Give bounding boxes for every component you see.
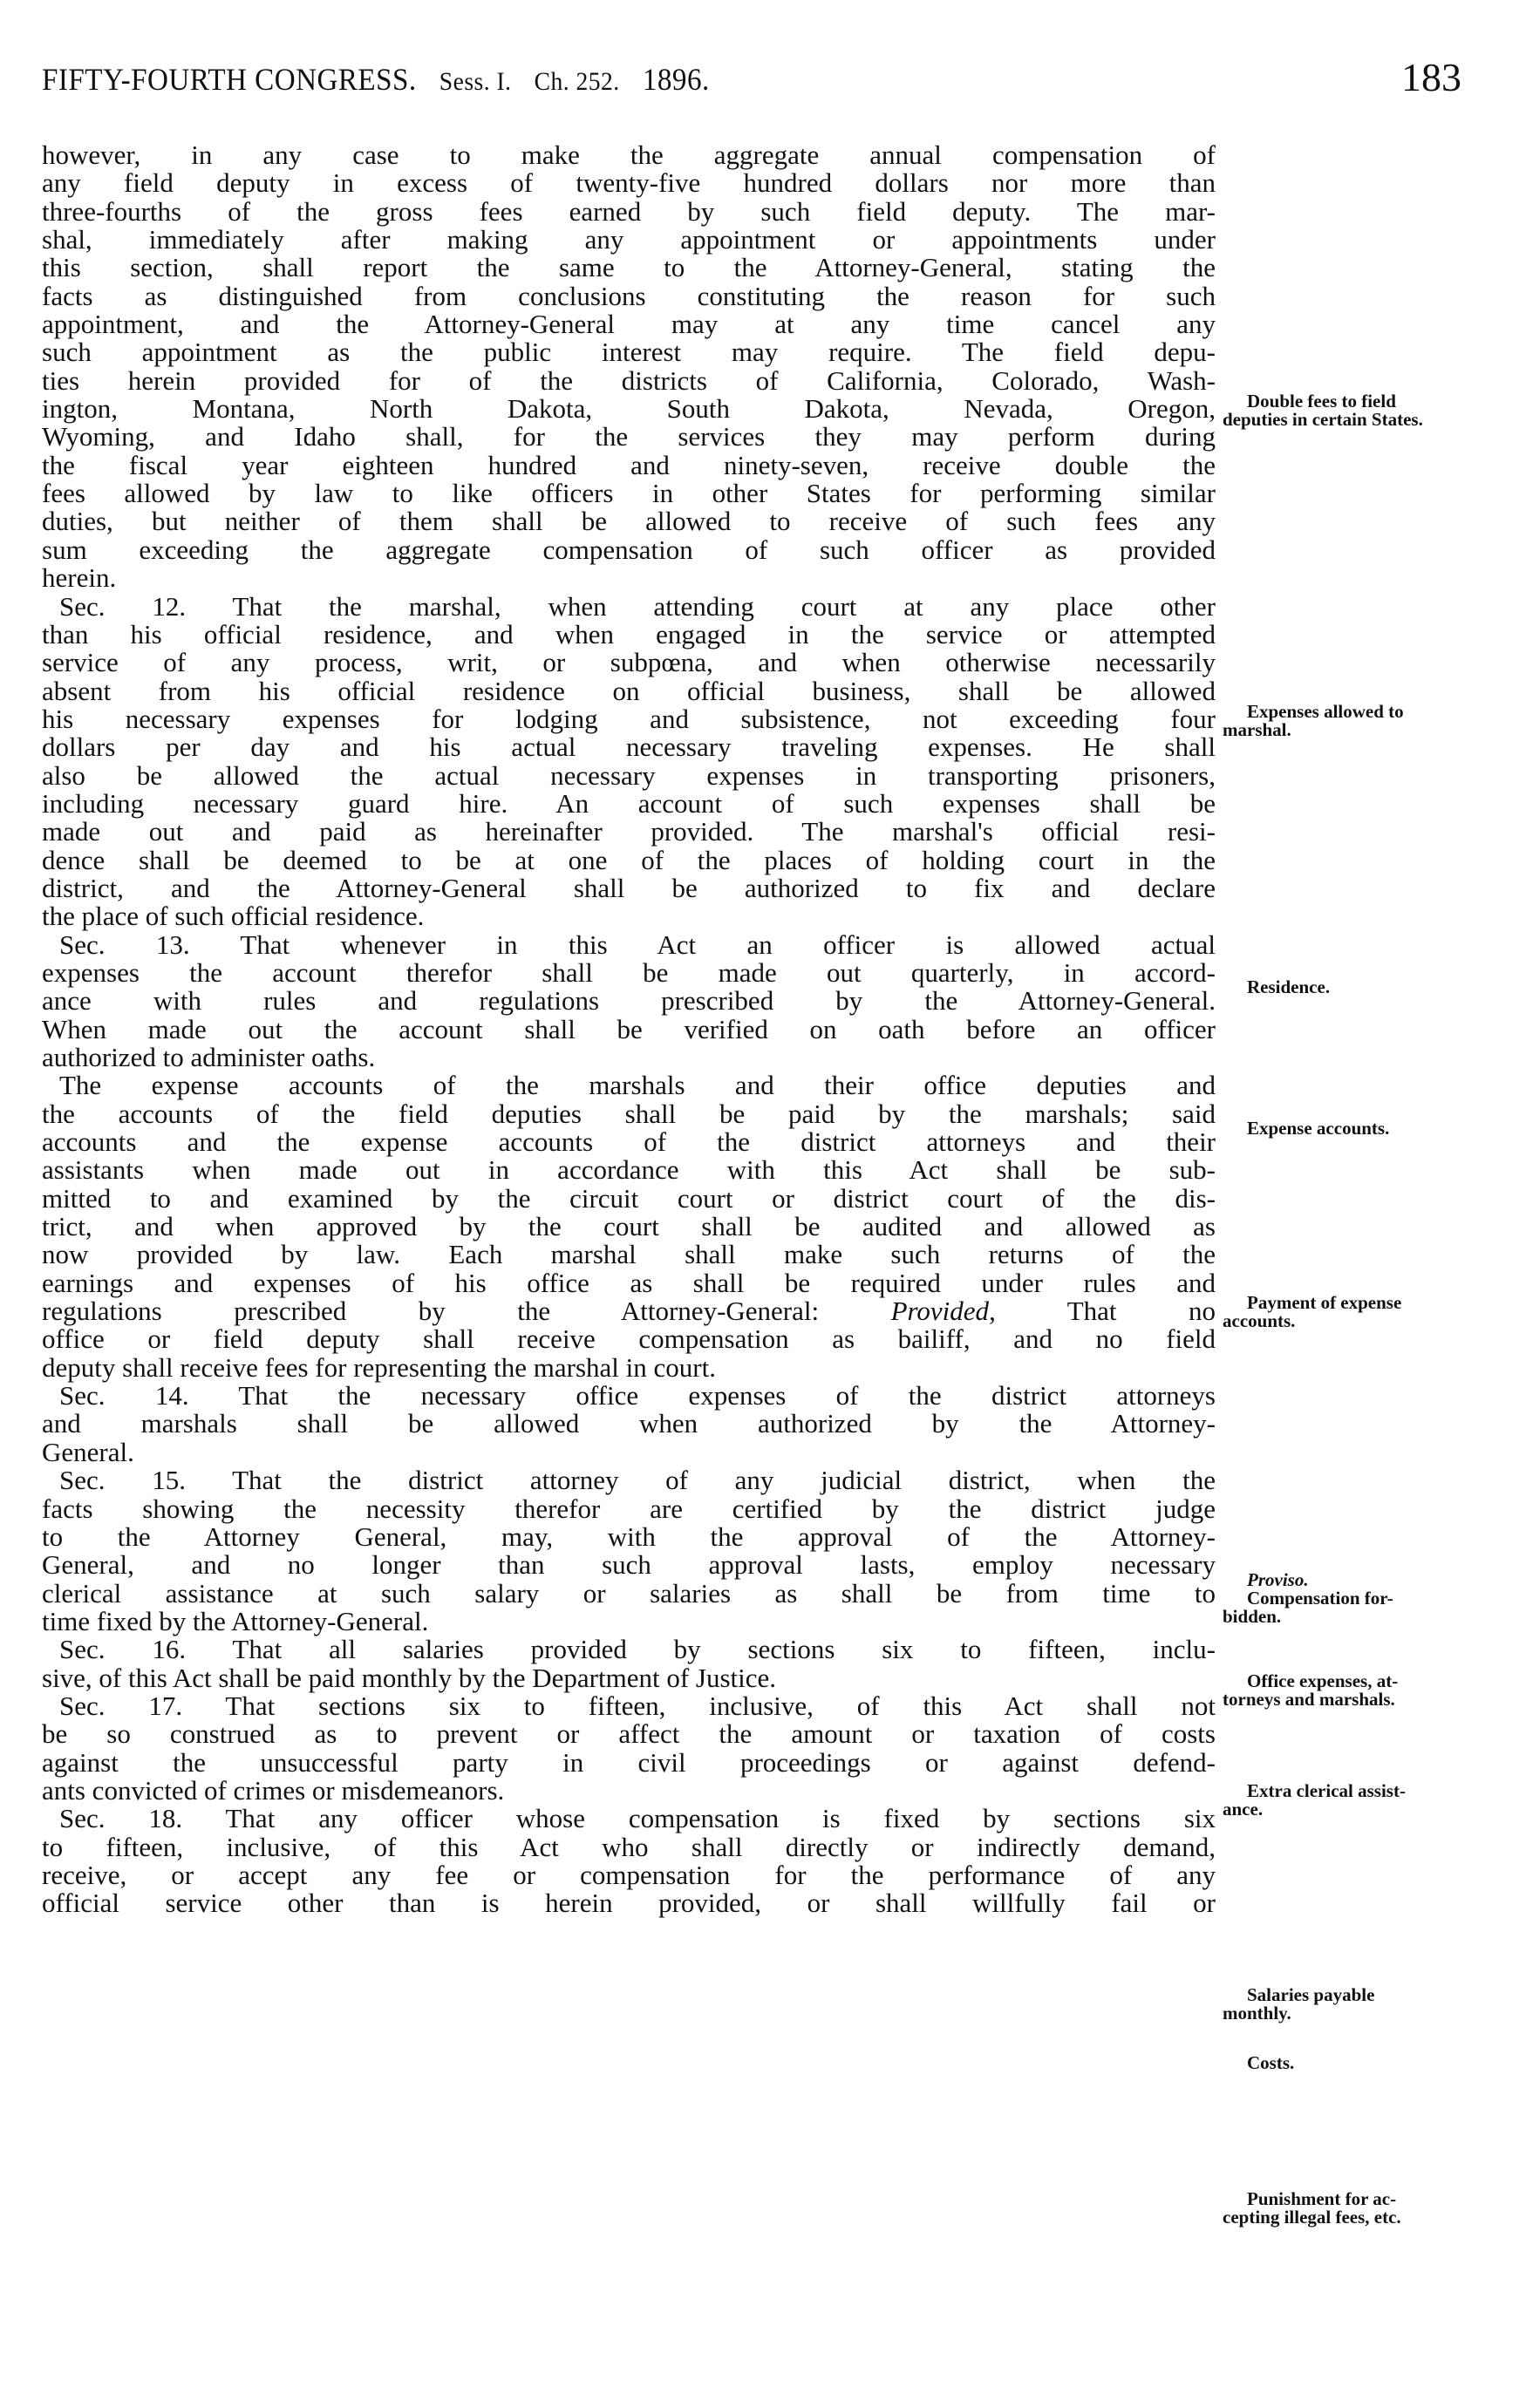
- text-line: receive, or accept any fee or compensation for the performance of any: [42, 1859, 1216, 1890]
- text-line: such appointment as the public interest may require. The field depu-: [42, 337, 1216, 368]
- margin-note-double-fees: Double fees to field deputies in certain States.: [1223, 391, 1423, 430]
- margin-note-costs: Costs.: [1247, 2052, 1295, 2073]
- text-line: herein.: [42, 562, 117, 594]
- text-line: sive, of this Act shall be paid monthly by the Department of Justice.: [42, 1662, 777, 1693]
- text-line: absent from his official residence on official business, shall be allowed: [42, 675, 1216, 706]
- text-line: his necessary expenses for lodging and subsistence, not exceeding four: [42, 703, 1216, 734]
- text-line: now provided by law. Each marshal shall make such returns of the: [42, 1239, 1216, 1270]
- statute-text: [42, 141, 1216, 1918]
- text-line: General, and no longer than such approval lasts, employ necessary: [42, 1549, 1216, 1581]
- text-line: official service other than is herein provided, or shall willfully fail or: [42, 1888, 1216, 1919]
- text-line: facts showing the necessity therefor are certified by the district judge: [42, 1493, 1216, 1524]
- text-line: expenses the account therefor shall be made out quarterly, in accord-: [42, 956, 1216, 988]
- text-line: also be allowed the actual necessary expenses in transporting prisoners,: [42, 759, 1216, 791]
- text-line: made out and paid as hereinafter provided. The marshal's official resi-: [42, 816, 1216, 847]
- proviso-italic: Provided: [890, 1296, 990, 1327]
- text-line: authorized to administer oaths.: [42, 1042, 376, 1072]
- proviso-line: [42, 1297, 1216, 1325]
- text-line: General.: [42, 1436, 134, 1467]
- text-line: time fixed by the Attorney-General.: [42, 1605, 429, 1636]
- text-line: Wyoming, and Idaho shall, for the services they may perform during: [42, 421, 1216, 452]
- text-line: ants convicted of crimes or misdemeanors.: [42, 1774, 505, 1806]
- text-line: appointment, and the Attorney-General may at any time cancel any: [42, 309, 1216, 340]
- margin-note-extra-clerical: Extra clerical assist- ance.: [1223, 1780, 1406, 1820]
- text-line: the fiscal year eighteen hundred and ninety-seven, receive double the: [42, 449, 1216, 480]
- section-14-start: Sec. 14. That the necessary office expenses of the district attorneys: [59, 1380, 1216, 1411]
- margin-note-expense-accounts: Expense accounts.: [1247, 1118, 1390, 1139]
- text-line: facts as distinguished from conclusions constituting the reason for such: [42, 280, 1216, 311]
- section-12-start: Sec. 12. That the marshal, when attending court at any place other: [59, 590, 1216, 622]
- text-line: deputy shall receive fees for representing the marshal in court.: [42, 1351, 716, 1383]
- text-line: assistants when made out in accordance with this Act shall be sub-: [42, 1154, 1216, 1186]
- text-line: dence shall be deemed to be at one of the places of holding court in the: [42, 844, 1216, 875]
- margin-note-office-expenses: Office expenses, at- torneys and marshals.: [1223, 1670, 1399, 1710]
- proviso-lead: regulations prescribed by the Attorney-General:: [42, 1296, 891, 1327]
- section-16-start: Sec. 16. That all salaries provided by sections six to fifteen, inclu-: [59, 1634, 1216, 1665]
- text-line: sum exceeding the aggregate compensation of such officer as provided: [42, 534, 1216, 565]
- running-head-chapter: Ch. 252.: [534, 67, 620, 96]
- running-header: [42, 54, 1461, 106]
- text-line: three-fourths of the gross fees earned by such field deputy. The mar-: [42, 195, 1216, 227]
- text-line: shal, immediately after making any appointment or appointments under: [42, 224, 1216, 255]
- margin-note-payment-expense-accounts: Payment of expense accounts.: [1223, 1292, 1402, 1331]
- proviso-tail: , That no: [989, 1296, 1216, 1327]
- page-number: 183: [1401, 55, 1461, 99]
- text-line: district, and the Attorney-General shall be authorized to fix and declare: [42, 872, 1216, 903]
- text-line: clerical assistance at such salary or salaries as shall be from time to: [42, 1577, 1216, 1609]
- text-line: trict, and when approved by the court shall be audited and allowed as: [42, 1211, 1216, 1242]
- margin-note-expenses-marshal: Expenses allowed to marshal.: [1223, 701, 1404, 740]
- text-line: ties herein provided for of the districts of California, Colorado, Wash-: [42, 364, 1216, 396]
- section-18-start: Sec. 18. That any officer whose compensation is fixed by sections six: [59, 1803, 1216, 1834]
- text-line: however, in any case to make the aggregate annual compensation of: [42, 139, 1216, 170]
- text-line: than his official residence, and when engaged in the service or attempted: [42, 618, 1216, 650]
- margin-note-residence: Residence.: [1247, 976, 1331, 997]
- text-line: the place of such official residence.: [42, 901, 425, 932]
- running-head-year: 1896.: [642, 62, 710, 97]
- text-line: against the unsuccessful party in civil proceedings or against defend-: [42, 1746, 1216, 1778]
- text-line: the accounts of the field deputies shall be paid by the marshals; said: [42, 1098, 1216, 1129]
- paragraph-expense-accounts-start: The expense accounts of the marshals and their office deputies and: [59, 1070, 1216, 1101]
- text-line: accounts and the expense accounts of the district attorneys and their: [42, 1126, 1216, 1158]
- text-line: fees allowed by law to like officers in other States for performing similar: [42, 478, 1216, 509]
- margin-note-salaries-monthly: Salaries payable monthly.: [1223, 1984, 1375, 2024]
- text-line: ington, Montana, North Dakota, South Dakota, Nevada, Oregon,: [42, 393, 1216, 425]
- text-line: dollars per day and his actual necessary traveling expenses. He shall: [42, 731, 1216, 763]
- text-line: any field deputy in excess of twenty-five hundred dollars nor more than: [42, 167, 1216, 199]
- text-line: to fifteen, inclusive, of this Act who shall directly or indirectly demand,: [42, 1831, 1216, 1862]
- section-17-start: Sec. 17. That sections six to fifteen, inclusive, of this Act shall not: [59, 1690, 1216, 1721]
- running-head: [42, 61, 710, 98]
- text-line: be so construed as to prevent or affect the amount or taxation of costs: [42, 1718, 1216, 1750]
- margin-note-punishment: Punishment for ac- cepting illegal fees, etc.: [1223, 2188, 1401, 2228]
- running-head-session: Sess. I.: [439, 67, 512, 96]
- text-line: to the Attorney General, may, with the approval of the Attorney-: [42, 1520, 1216, 1552]
- section-15-start: Sec. 15. That the district attorney of any judicial district, when the: [59, 1465, 1216, 1496]
- text-line: office or field deputy shall receive compensation as bailiff, and no field: [42, 1323, 1216, 1355]
- text-line: When made out the account shall be verified on oath before an officer: [42, 1013, 1216, 1044]
- section-13-start: Sec. 13. That whenever in this Act an officer is allowed actual: [59, 929, 1216, 960]
- text-line: including necessary guard hire. An account of such expenses shall be: [42, 787, 1216, 819]
- text-line: and marshals shall be allowed when authorized by the Attorney-: [42, 1408, 1216, 1439]
- text-line: mitted to and examined by the circuit court or district court of the dis-: [42, 1182, 1216, 1214]
- text-line: service of any process, writ, or subpœna, and when otherwise necessarily: [42, 647, 1216, 678]
- text-line: ance with rules and regulations prescribed by the Attorney-General.: [42, 985, 1216, 1017]
- text-line: duties, but neither of them shall be allowed to receive of such fees any: [42, 506, 1216, 537]
- text-line: this section, shall report the same to the Attorney-General, stating the: [42, 252, 1216, 283]
- text-line: earnings and expenses of his office as shall be required under rules and: [42, 1267, 1216, 1298]
- margin-note-proviso: Proviso. Compensation for- bidden.: [1223, 1569, 1393, 1627]
- running-head-congress: FIFTY-FOURTH CONGRESS.: [42, 62, 417, 97]
